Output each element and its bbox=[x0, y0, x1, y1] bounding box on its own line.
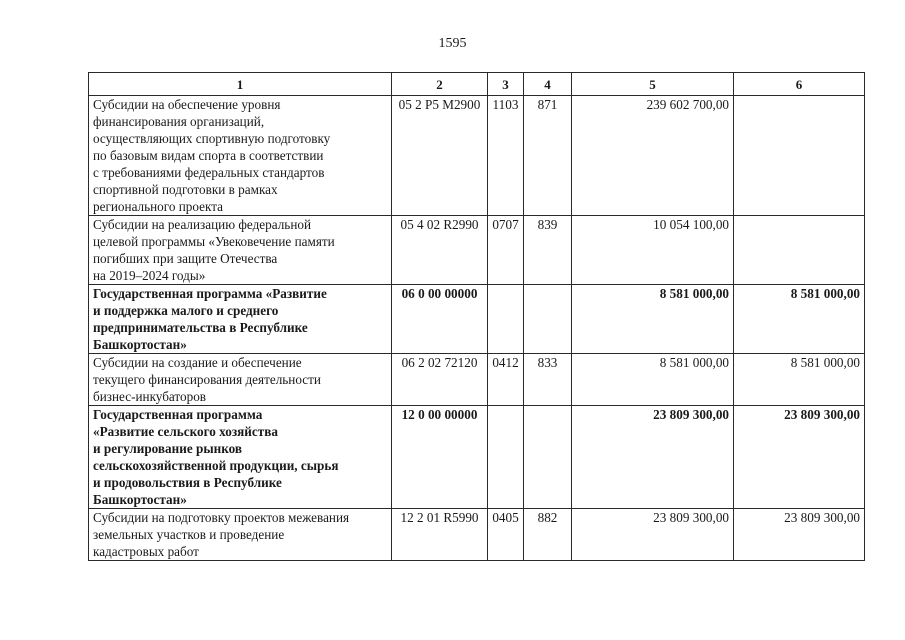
row-type: 882 bbox=[524, 509, 572, 561]
row-type: 871 bbox=[524, 96, 572, 216]
column-header: 3 bbox=[488, 73, 524, 96]
row-description: Субсидии на реализацию федеральной целевой программы «Увековечение памяти погибших при защите Отечества на 2019–2024 годы» bbox=[89, 216, 392, 285]
column-header: 5 bbox=[572, 73, 734, 96]
row-description: Государственная программа «Развитие и поддержка малого и среднего предпринимательства в Республике Башкортостан» bbox=[89, 285, 392, 354]
row-description: Субсидии на создание и обеспечение текущего финансирования деятельности бизнес-инкубаторов bbox=[89, 354, 392, 406]
table-row bbox=[89, 96, 865, 216]
column-header: 2 bbox=[392, 73, 488, 96]
row-amount-5: 239 602 700,00 bbox=[572, 96, 734, 216]
table-row bbox=[89, 354, 865, 406]
table-header-row bbox=[89, 73, 865, 96]
row-amount-5: 23 809 300,00 bbox=[572, 509, 734, 561]
row-amount-6 bbox=[734, 96, 865, 216]
table-row bbox=[89, 509, 865, 561]
column-header: 4 bbox=[524, 73, 572, 96]
row-type: 833 bbox=[524, 354, 572, 406]
row-description: Государственная программа «Развитие сельского хозяйства и регулирование рынков сельскохозяйственной продукции, сырья и продовольствия в Республике Башкортостан» bbox=[89, 406, 392, 509]
row-amount-5: 8 581 000,00 bbox=[572, 354, 734, 406]
table-row-program bbox=[89, 406, 865, 509]
row-type: 839 bbox=[524, 216, 572, 285]
row-section bbox=[488, 285, 524, 354]
row-code: 06 0 00 00000 bbox=[392, 285, 488, 354]
column-header: 1 bbox=[89, 73, 392, 96]
row-amount-6: 23 809 300,00 bbox=[734, 509, 865, 561]
row-amount-6 bbox=[734, 216, 865, 285]
row-amount-5: 10 054 100,00 bbox=[572, 216, 734, 285]
row-amount-6: 8 581 000,00 bbox=[734, 285, 865, 354]
row-type bbox=[524, 285, 572, 354]
row-code: 12 0 00 00000 bbox=[392, 406, 488, 509]
page-number: 1595 bbox=[438, 36, 467, 51]
row-section: 0412 bbox=[488, 354, 524, 406]
row-amount-5: 23 809 300,00 bbox=[572, 406, 734, 509]
row-description: Субсидии на обеспечение уровня финансирования организаций, осуществляющих спортивную подготовку по базовым видам спорта в соответствии с требованиями федеральных стандартов спортивной подготовки в рамках регионального проекта bbox=[89, 96, 392, 216]
row-code: 12 2 01 R5990 bbox=[392, 509, 488, 561]
row-section: 0707 bbox=[488, 216, 524, 285]
row-code: 06 2 02 72120 bbox=[392, 354, 488, 406]
table-row-program bbox=[89, 285, 865, 354]
row-amount-6: 23 809 300,00 bbox=[734, 406, 865, 509]
row-code: 05 2 P5 M2900 bbox=[392, 96, 488, 216]
row-type bbox=[524, 406, 572, 509]
row-section bbox=[488, 406, 524, 509]
row-section: 0405 bbox=[488, 509, 524, 561]
row-description: Субсидии на подготовку проектов межевания земельных участков и проведение кадастровых работ bbox=[89, 509, 392, 561]
table-row bbox=[89, 216, 865, 285]
row-code: 05 4 02 R2990 bbox=[392, 216, 488, 285]
table-body bbox=[89, 96, 865, 561]
column-header: 6 bbox=[734, 73, 865, 96]
row-amount-6: 8 581 000,00 bbox=[734, 354, 865, 406]
budget-table bbox=[88, 72, 865, 561]
row-section: 1103 bbox=[488, 96, 524, 216]
row-amount-5: 8 581 000,00 bbox=[572, 285, 734, 354]
